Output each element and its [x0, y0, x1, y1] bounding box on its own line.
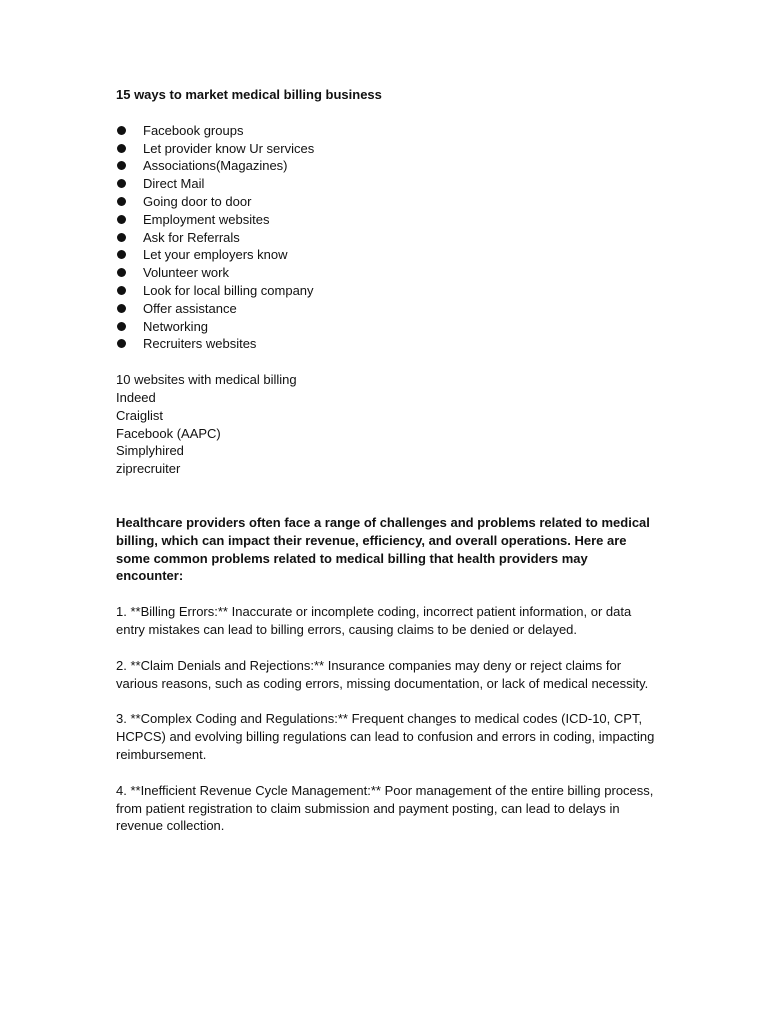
bullet-icon — [117, 215, 126, 224]
list-item-text: Volunteer work — [143, 265, 229, 281]
list-item — [116, 193, 656, 211]
list-item — [116, 211, 656, 229]
list-item — [116, 282, 656, 300]
bullet-icon — [117, 322, 126, 331]
list-item — [116, 318, 656, 336]
bullet-icon — [117, 286, 126, 295]
website-item: Craiglist — [116, 407, 163, 423]
problem-paragraph-2: 2. **Claim Denials and Rejections:** Insurance companies may deny or reject claims for various reasons, such as coding errors, missing documentation, or lack of medical necessity. — [116, 657, 649, 691]
marketing-ways-list — [116, 122, 656, 353]
problem-paragraph-3: 3. **Complex Coding and Regulations:** Frequent changes to medical codes (ICD-10, CPT, HCPCS) and evolving billing regulations can lead to confusion and errors in coding, impacting reimbursement. — [116, 711, 655, 762]
intro-paragraph: Healthcare providers often face a range of challenges and problems related to medical billing, which can impact their revenue, efficiency, and overall operations. Here are some common problems related to medical billing that health providers may encounter: — [116, 514, 650, 584]
list-item — [116, 246, 656, 264]
bullet-icon — [117, 233, 126, 242]
bullet-icon — [117, 339, 126, 348]
bullet-icon — [117, 126, 126, 135]
problem-paragraph-1: 1. **Billing Errors:** Inaccurate or incomplete coding, incorrect patient information, or data entry mistakes can lead to billing errors, causing claims to be denied or delayed. — [116, 604, 632, 637]
document-title: 15 ways to market medical billing business — [116, 87, 382, 102]
list-item-text: Look for local billing company — [143, 282, 314, 298]
list-item-text: Offer assistance — [143, 300, 237, 316]
list-item-text: Employment websites — [143, 211, 270, 227]
websites-section — [116, 371, 656, 478]
list-item — [116, 157, 656, 175]
list-item — [116, 264, 656, 282]
list-item — [116, 175, 656, 193]
list-item-text: Facebook groups — [143, 122, 244, 138]
list-item — [116, 122, 656, 140]
bullet-icon — [117, 197, 126, 206]
list-item-text: Going door to door — [143, 193, 252, 209]
website-item: Simplyhired — [116, 443, 184, 459]
list-item-text: Recruiters websites — [143, 336, 257, 352]
list-item-text: Direct Mail — [143, 176, 205, 192]
document-body — [116, 86, 656, 835]
list-item — [116, 335, 656, 353]
bullet-icon — [117, 268, 126, 277]
list-item-text: Networking — [143, 318, 209, 334]
list-item-text: Associations(Magazines) — [143, 158, 288, 174]
list-item-text: Let your employers know — [143, 247, 288, 263]
website-item: ziprecruiter — [116, 461, 181, 477]
problem-paragraph-4: 4. **Inefficient Revenue Cycle Management:** Poor management of the entire billing process, from patient registration to claim submission and payment posting, can lead to delays in revenue collection. — [116, 782, 654, 834]
bullet-icon — [117, 179, 126, 188]
bullet-icon — [117, 250, 126, 259]
list-item-text: Let provider know Ur services — [143, 140, 315, 156]
bullet-icon — [117, 304, 126, 313]
website-item: Indeed — [116, 389, 156, 405]
list-item — [116, 140, 656, 158]
list-item — [116, 229, 656, 247]
list-item-text: Ask for Referrals — [143, 229, 240, 245]
bullet-icon — [117, 144, 126, 153]
bullet-icon — [117, 161, 126, 170]
website-item: Facebook (AAPC) — [116, 425, 221, 441]
list-item — [116, 300, 656, 318]
websites-heading: 10 websites with medical billing — [116, 372, 297, 388]
